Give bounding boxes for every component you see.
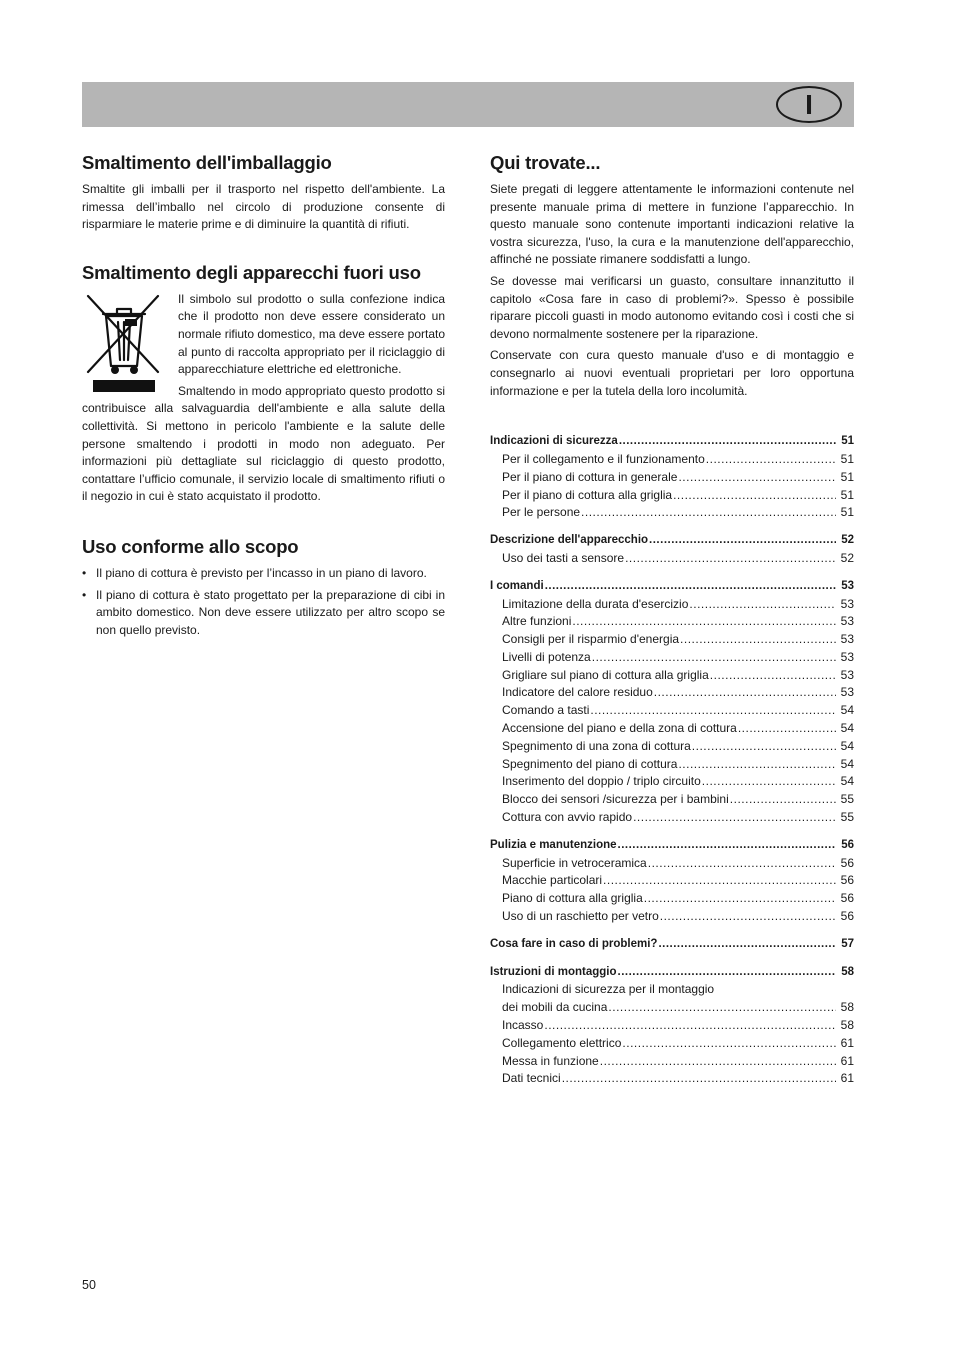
toc-page: 58 — [841, 965, 854, 978]
right-column — [490, 152, 854, 1098]
toc-title: Accensione del piano e della zona di cottura — [502, 721, 737, 736]
toc-leader-dots — [644, 890, 836, 908]
crossed-bin-icon — [84, 292, 164, 380]
toc-leader-dots — [654, 684, 836, 702]
page-number: 50 — [82, 1278, 96, 1292]
toc-title: Istruzioni di montaggio — [490, 965, 617, 978]
toc-leader-dots — [619, 433, 836, 451]
toc-page: 53 — [840, 685, 854, 700]
toc-page: 53 — [840, 667, 854, 682]
toc-entry — [490, 504, 854, 522]
toc-leader-dots — [689, 596, 836, 614]
toc-title: Piano di cottura alla griglia — [502, 891, 643, 906]
toc-leader-dots — [678, 756, 836, 774]
paragraph: Smaltite gli imballi per il trasporto nel rispetto dell'ambiente. La rimessa dell’imballo nel circolo di produzione consente di risparmiare le materie prime e di diminuire la quantità di rifiuti. — [82, 182, 445, 232]
toc-group — [490, 936, 854, 954]
toc-entry — [490, 908, 854, 926]
toc-entry — [490, 702, 854, 720]
toc-entry — [490, 1053, 854, 1071]
toc-title: Inserimento del doppio / triplo circuito — [502, 774, 701, 789]
weee-bar — [93, 380, 155, 392]
bullet-item: • Il piano di cottura è previsto per l’incasso in un piano di lavoro. — [82, 565, 445, 583]
toc-title: Collegamento elettrico — [502, 1035, 622, 1050]
toc-page: 52 — [840, 550, 854, 565]
toc-leader-dots — [660, 908, 836, 926]
toc-title: Incasso — [502, 1018, 544, 1033]
toc-entry — [490, 613, 854, 631]
toc-title: Cosa fare in caso di problemi? — [490, 937, 658, 950]
toc-page: 51 — [840, 469, 854, 484]
toc-entry — [490, 1070, 854, 1088]
toc-entry — [490, 487, 854, 505]
toc-title: Indicazioni di sicurezza — [490, 435, 618, 448]
toc-entry — [490, 738, 854, 756]
toc-leader-dots — [600, 1053, 836, 1071]
section-intro — [490, 152, 854, 400]
toc-page: 53 — [840, 649, 854, 664]
toc-leader-dots — [590, 702, 836, 720]
toc-chapter — [490, 532, 854, 550]
toc-entry — [490, 773, 854, 791]
toc-entry — [490, 999, 854, 1017]
toc-title: Indicazioni di sicurezza per il montaggio — [502, 982, 715, 997]
weee-crossed-bin-icon — [84, 292, 164, 396]
toc-leader-dots — [649, 532, 836, 550]
section-appliance-disposal — [82, 262, 445, 506]
toc-page: 58 — [840, 1018, 854, 1033]
toc-title: Uso di un raschietto per vetro — [502, 909, 659, 924]
toc-entry — [490, 756, 854, 774]
toc-leader-dots — [692, 738, 836, 756]
toc-page: 51 — [840, 451, 854, 466]
toc-title: Livelli di potenza — [502, 649, 591, 664]
toc-page: 56 — [841, 838, 854, 851]
toc-leader-dots — [545, 578, 836, 596]
section-packaging-disposal — [82, 152, 445, 234]
toc-leader-dots — [730, 791, 836, 809]
toc-title: Superficie in vetroceramica — [502, 855, 647, 870]
section-title: Uso conforme allo scopo — [82, 535, 299, 557]
paragraph: Se dovesse mai verificarsi un guasto, consultare innanzitutto il capitolo «Cosa fare in caso di problemi?». Spesso è possibile riparare piccoli guasti in modo autonomo evitando così i costi che si devono normalmente sostenere per la riparazione. — [490, 273, 854, 341]
toc-page: 53 — [840, 596, 854, 611]
toc-page: 54 — [840, 738, 854, 753]
toc-leader-dots — [710, 667, 836, 685]
toc-entry — [490, 809, 854, 827]
toc-page: 51 — [841, 435, 854, 448]
toc-entry — [490, 720, 854, 738]
toc-title: Altre funzioni — [502, 614, 572, 629]
toc-title: Indicatore del calore residuo — [502, 685, 653, 700]
toc-chapter — [490, 837, 854, 855]
section-title: Smaltimento degli apparecchi fuori uso — [82, 261, 421, 283]
bullet-list — [82, 565, 445, 639]
left-column — [82, 152, 445, 643]
toc-title: Cottura con avvio rapido — [502, 810, 633, 825]
toc-page: 55 — [840, 792, 854, 807]
toc-leader-dots — [625, 550, 836, 568]
toc-entry — [490, 631, 854, 649]
toc-entry — [490, 550, 854, 568]
toc-title: dei mobili da cucina — [502, 1000, 608, 1015]
toc-entry — [490, 872, 854, 890]
toc-group — [490, 964, 854, 1089]
toc-title: Pulizia e manutenzione — [490, 838, 617, 851]
toc-group — [490, 578, 854, 827]
toc-title: Uso dei tasti a sensore — [502, 550, 625, 565]
language-badge: I — [776, 86, 842, 123]
toc-leader-dots — [622, 1035, 836, 1053]
toc-leader-dots — [562, 1070, 836, 1088]
toc-leader-dots — [706, 451, 836, 469]
toc-entry — [490, 1035, 854, 1053]
toc-entry — [490, 890, 854, 908]
toc-page: 61 — [840, 1071, 854, 1086]
toc-entry — [490, 451, 854, 469]
toc-title: Per il piano di cottura in generale — [502, 469, 678, 484]
toc-title: Macchie particolari — [502, 873, 603, 888]
toc-page: 56 — [840, 909, 854, 924]
toc-leader-dots — [658, 936, 836, 954]
header-bar — [82, 82, 854, 127]
toc-page: 58 — [840, 1000, 854, 1015]
toc-page: 54 — [840, 774, 854, 789]
section-title: Smaltimento dell'imballaggio — [82, 152, 332, 173]
toc-chapter — [490, 578, 854, 596]
toc-title: Spegnimento del piano di cottura — [502, 756, 678, 771]
toc-page: 54 — [840, 756, 854, 771]
toc-page: 51 — [840, 505, 854, 520]
toc-entry — [490, 791, 854, 809]
toc-page: 54 — [840, 703, 854, 718]
toc-entry — [490, 855, 854, 873]
toc-entry — [490, 1017, 854, 1035]
toc-chapter — [490, 964, 854, 982]
toc-title: Descrizione dell'apparecchio — [490, 534, 649, 547]
toc-chapter — [490, 433, 854, 451]
toc-leader-dots — [673, 487, 836, 505]
toc-page: 55 — [840, 810, 854, 825]
toc-title: Dati tecnici — [502, 1071, 561, 1086]
toc-leader-dots — [581, 504, 836, 522]
toc-title: I comandi — [490, 579, 544, 592]
toc-page: 53 — [840, 632, 854, 647]
toc-title: Per il collegamento e il funzionamento — [502, 451, 705, 466]
toc-entry — [490, 667, 854, 685]
toc-title: Blocco dei sensori /sicurezza per i bambini — [502, 792, 729, 807]
toc-page: 56 — [840, 855, 854, 870]
toc-entry — [490, 649, 854, 667]
paragraph: Il simbolo sul prodotto o sulla confezione indica che il prodotto non deve essere considerato un normale rifiuto domestico, ma deve essere portato al punto di raccolta appropriato per il riciclaggio di apparecchiature elettriche ed elettroniche. — [178, 291, 445, 377]
toc-entry — [490, 596, 854, 614]
toc-title: Messa in funzione — [502, 1053, 599, 1068]
toc-title: Spegnimento di una zona di cottura — [502, 738, 691, 753]
toc-leader-dots — [572, 613, 836, 631]
toc-title: Per il piano di cottura alla griglia — [502, 487, 673, 502]
toc-page: 53 — [841, 579, 854, 592]
toc-page: 61 — [840, 1035, 854, 1050]
toc-leader-dots — [633, 809, 836, 827]
toc-page: 57 — [841, 937, 854, 950]
section-title: Qui trovate... — [490, 152, 601, 173]
toc-leader-dots — [592, 649, 836, 667]
table-of-contents — [490, 433, 854, 1088]
section-intended-use — [82, 536, 445, 639]
toc-group — [490, 837, 854, 926]
paragraph: Smaltendo in modo appropriato questo prodotto si contribuisce alla salvaguardia dell'ambiente e alla salute della collettività. Si mettono in pericolo l'ambiente e la salute delle persone smaltendo i prodotti in modo non adeguato. Per informazioni più dettagliate sul riciclaggio di questo prodotto, contattare l’ufficio comunale, il servizio locale di smaltimento rifiuti o il negozio in cui è stato acquistato il prodotto. — [82, 383, 445, 504]
toc-page: 52 — [841, 534, 854, 547]
toc-leader-dots — [738, 720, 836, 738]
paragraph: Conservate con cura questo manuale d'uso e di montaggio e consegnarlo ai nuovi eventuali proprietari per loro opportuna informazione e per la tutela della loro incolumità. — [490, 348, 854, 398]
toc-entry — [490, 684, 854, 702]
toc-title: Consigli per il risparmio d'energia — [502, 632, 680, 647]
bullet-item: • Il piano di cottura è stato progettato per la preparazione di cibi in ambito domestico. Non deve essere utilizzato per altro scopo se non quello previsto. — [82, 587, 445, 640]
toc-leader-dots — [603, 872, 836, 890]
toc-page: 51 — [840, 487, 854, 502]
toc-entry — [490, 981, 854, 999]
toc-title: Limitazione della durata d'esercizio — [502, 596, 689, 611]
toc-leader-dots — [702, 773, 836, 791]
toc-title: Grigliare sul piano di cottura alla griglia — [502, 667, 709, 682]
toc-page: 54 — [840, 721, 854, 736]
toc-group — [490, 532, 854, 568]
toc-leader-dots — [648, 855, 836, 873]
toc-entry — [490, 469, 854, 487]
paragraph: Siete pregati di leggere attentamente le informazioni contenute nel presente manuale prima di mettere in funzione l’apparecchio. In questo manuale sono contenute importanti indicazioni relative la vostra sicurezza, l'uso, la cura e la manutenzione dell'apparecchio, affinché ne possiate rimanere soddisfatti a lungo. — [490, 182, 854, 267]
toc-title: Comando a tasti — [502, 703, 590, 718]
toc-title: Per le persone — [502, 505, 581, 520]
toc-leader-dots — [618, 837, 836, 855]
toc-chapter — [490, 936, 854, 954]
toc-page: 53 — [840, 614, 854, 629]
toc-page: 56 — [840, 891, 854, 906]
toc-group — [490, 433, 854, 522]
toc-page: 56 — [840, 873, 854, 888]
toc-leader-dots — [680, 631, 836, 649]
toc-leader-dots — [678, 469, 836, 487]
toc-leader-dots — [608, 999, 836, 1017]
toc-leader-dots — [618, 964, 837, 982]
toc-page: 61 — [840, 1053, 854, 1068]
toc-leader-dots — [544, 1017, 836, 1035]
